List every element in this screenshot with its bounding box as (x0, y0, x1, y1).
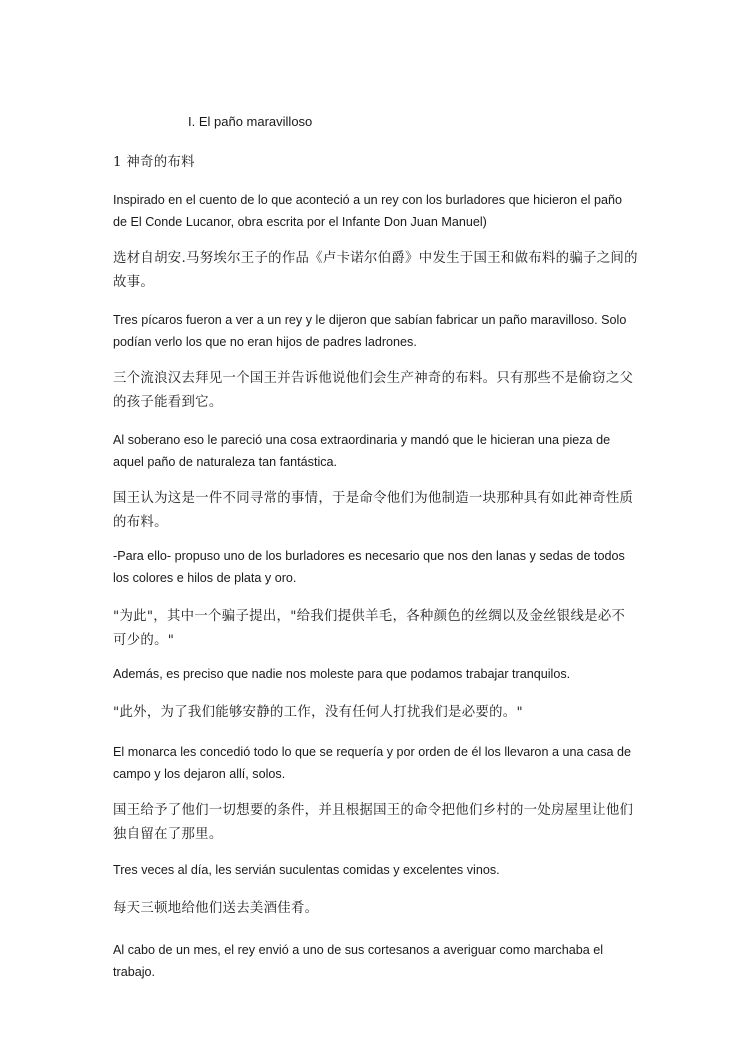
paragraph-es: Al cabo de un mes, el rey envió a uno de sus cortesanos a averiguar como marchaba el trabajo. (113, 943, 604, 979)
paragraph-es: Además, es preciso que nadie nos moleste para que podamos trabajar tranquilos. (113, 667, 571, 681)
paragraph-es: El monarca les concedió todo lo que se requería y por orden de él los llevaron a una casa de campo y los dejaron allí, solos. (113, 745, 632, 781)
paragraph-section-heading: 1 神奇的布料 (113, 155, 195, 170)
document-title: I. El paño maravilloso (188, 114, 313, 129)
paragraph-zh: 每天三顿地给他们送去美酒佳肴。 (113, 901, 319, 916)
paragraph-zh: 国王认为这是一件不同寻常的事情，于是命令他们为他制造一块那种具有如此神奇性质的布料。 (113, 491, 634, 530)
paragraph-es: Tres pícaros fueron a ver a un rey y le dijeron que sabían fabricar un paño maravilloso. Solo podían verlo los que no eran hijos de padres ladrones. (113, 313, 627, 349)
paragraph-zh: 国王给予了他们一切想要的条件，并且根据国王的命令把他们乡村的一处房屋里让他们独自留在了那里。 (113, 803, 634, 842)
paragraph-zh: "此外，为了我们能够安静的工作，没有任何人打扰我们是必要的。" (113, 705, 523, 720)
paragraph-es: Inspirado en el cuento de lo que aconteció a un rey con los burladores que hicieron el paño de El Conde Lucanor, obra escrita por el Infante Don Juan Manuel) (113, 193, 622, 229)
paragraph-es: -Para ello- propuso uno de los burladores es necesario que nos den lanas y sedas de todos los colores e hilos de plata y oro. (113, 549, 625, 585)
paragraph-es: Al soberano eso le pareció una cosa extraordinaria y mandó que le hicieran una pieza de aquel paño de naturaleza tan fantástica. (113, 433, 611, 469)
paragraph-zh: "为此"，其中一个骗子提出，"给我们提供羊毛，各种颜色的丝绸以及金丝银线是必不可少的。" (113, 609, 626, 648)
paragraph-es: Tres veces al día, les servián suculentas comidas y excelentes vinos. (113, 863, 500, 877)
paragraph-zh: 选材自胡安.马努埃尔王子的作品《卢卡诺尔伯爵》中发生于国王和做布料的骗子之间的故事。 (113, 251, 638, 290)
paragraph-zh: 三个流浪汉去拜见一个国王并告诉他说他们会生产神奇的布料。只有那些不是偷窃之父的孩子能看到它。 (113, 371, 634, 410)
